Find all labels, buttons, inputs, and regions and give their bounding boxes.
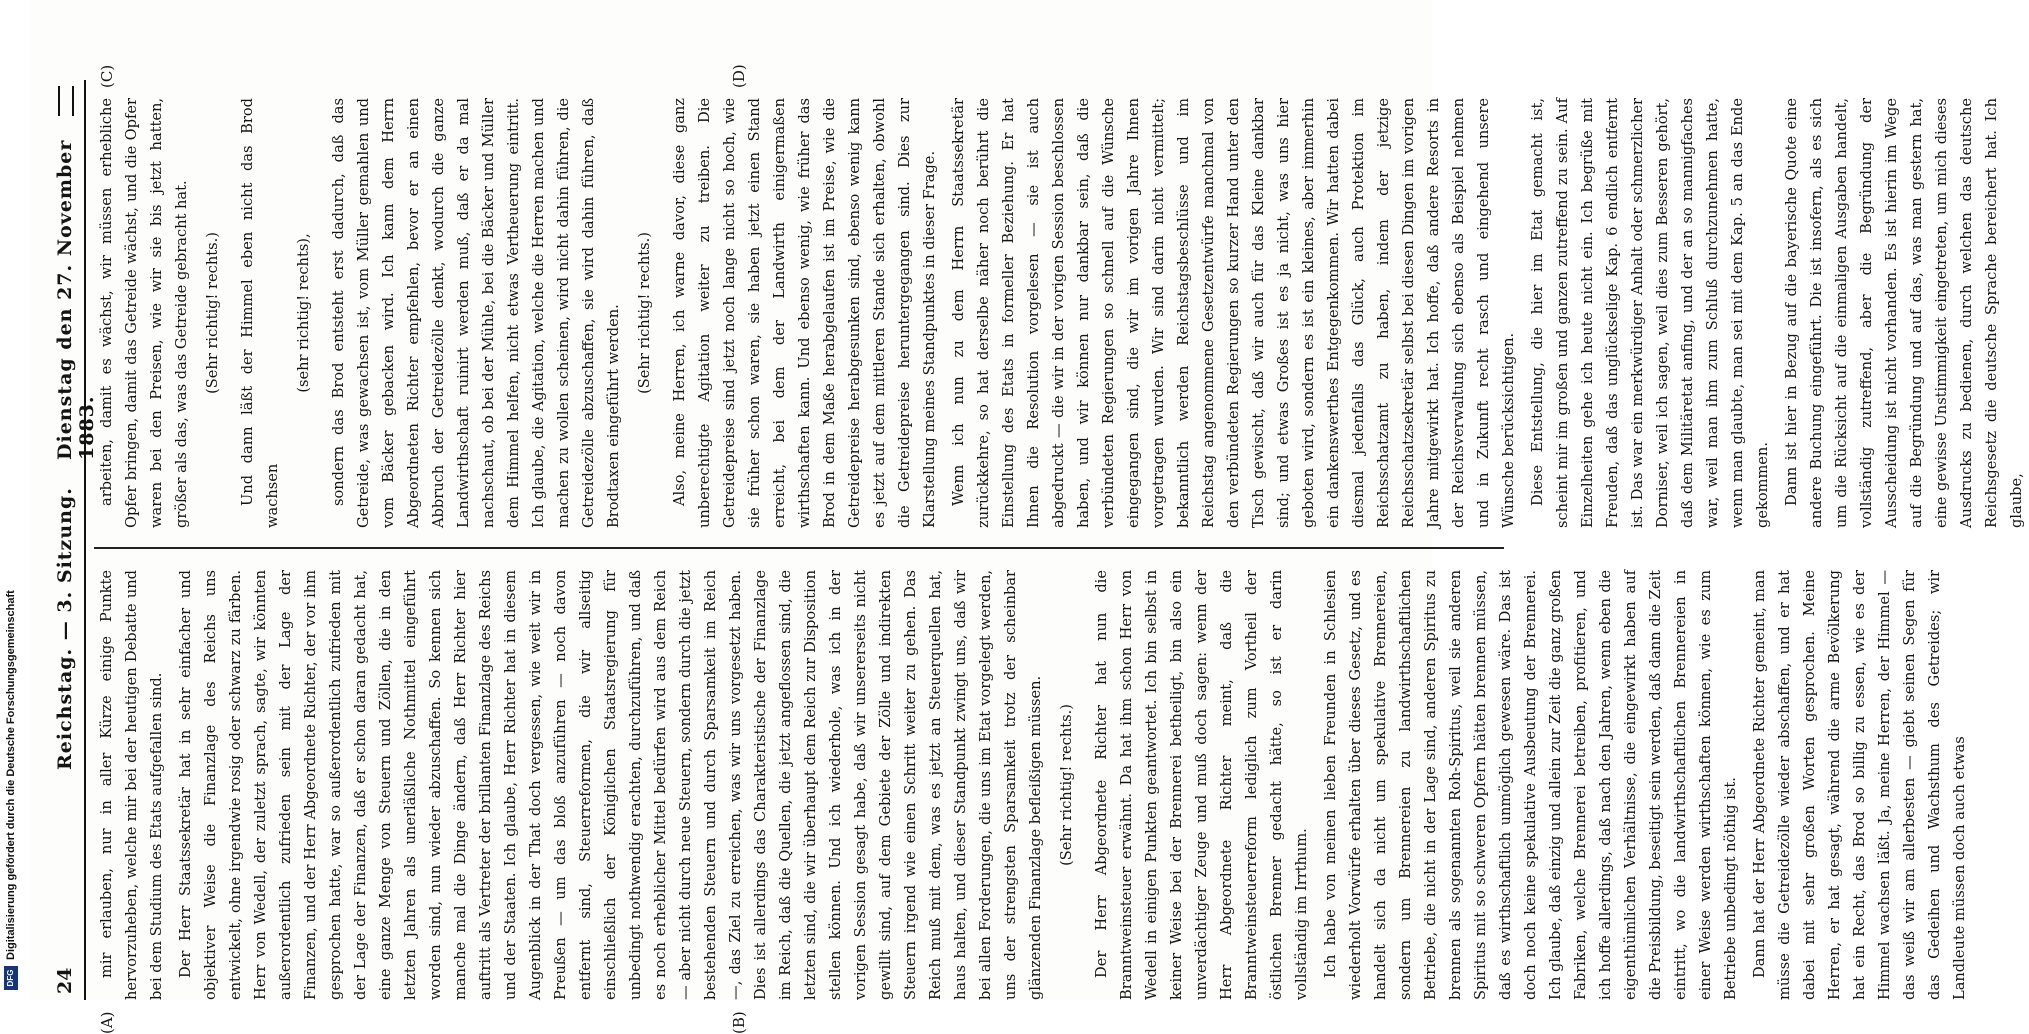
paragraph: Dann hat der Herr Abgeordnete Richter gemeint, man müsse die Getreidezölle wieder abschaffen, und er hat dabei mit sehr großen Worten gesprochen. Meine Herren, er hat gesagt, während die arme Bevölkerung hat ein Recht, das Brod so billig zu essen, wie es der Himmel wachsen läßt. Ja, meine Herren, der Himmel — das weiß wir am allerbesten — giebt seinen Segen für das Gedeihen und Wachsthum des Getreides; wir Landleute müssen doch auch etwas [1751, 570, 1968, 1000]
paragraph: Und dann läßt der Himmel eben nicht das Brod wachsen [239, 98, 281, 528]
column-divider [94, 547, 1504, 549]
page-number: 24 [54, 967, 76, 994]
left-text-column [94, 570, 1968, 1000]
header-rule [58, 86, 74, 116]
session-date: Dienstag den 27. November 1883. [54, 139, 98, 460]
interjection: (Sehr richtig! rechts.) [1058, 704, 1075, 866]
paragraph: Dann ist hier in Bezug auf die bayerische Quote eine andere Buchung eingeführt. Die ist insofern, als es sich um die Rücksicht auf die einmaligen Ausgaben handelt, vollständig zutreffend, aber die Begründung der Ausscheidung ist nicht vorhanden. Es ist hierin im Wege auf die Begründung und auf das, was man gestern hat, eine gewisse Unstimmigkeit eingetreten, um mich dieses Ausdrucks zu bedienen, durch welchen das deutsche Reichsgesetz die deutsche Sprache bereichert hat. Ich glaube, [1783, 98, 2025, 528]
interjection: (Sehr richtig! rechts.) [204, 232, 221, 394]
footer-credit-text: Digitalisierung gefördert durch die Deutsche Forschungsgemeinschaft [4, 590, 17, 960]
interjection: (Sehr richtig! rechts.) [636, 232, 653, 394]
paragraph: Ich habe von meinen lieben Freunden in Schlesien wiederholt Vorwürfe erhalten über dieses Gesetz, und es handelt sich da nicht um spekulative Brennereien, sondern um Brennereien zu landwirthschaftlichen Betriebe, die nicht in der Lage sind, anderen Spiritus zu brennen als sogenannten Roh-Spiritus, weil sie anderen Spiritus mit so schweren Opfern hätten brennen müssen, daß es wirthschaftlich unmöglich gewesen wäre. Das ist doch noch keine spekulative Ausbeutung der Brennerei. Ich glaube, daß einzig und allein zur Zeit die ganz großen Fabriken, welche Brennerei betreiben, profitieren, und ich hoffe allerdings, daß nach den Jahren, wenn eben die eigenthümlichen Verhältnisse, die eingewirkt haben auf die Preisbildung, beseitigt sein werden, daß dann die Zeit eintritt, wo die landwirthschaftlichen Brennereien in einer Weise werden wirthschaften können, wie es zum Betriebe unbedingt nöthig ist. [1322, 570, 1739, 1000]
margin-marker-b: (B) [730, 1011, 748, 1034]
paragraph: Diese Entstellung, die hier im Etat gemacht ist, scheint mir im großen und ganzen zutreffend zu sein. Auf Einzelheiten gehe ich heute nicht ein. Ich begrüße mit Freuden, daß das unglückselige Kap. 6 endlich entfernt ist. Das war ein merkwürdiger Anhalt oder schmerzlicher Dorniser, weil ich sagen, weil dies zum Besseren gehört, daß dem Militäretat anfing, und der an so mannigfaches war, weil man ihm zum Schluß durchzunehmen hatte, wenn man glaubte, man sei mit dem Kap. 5 an das Ende gekommen. [1529, 98, 1771, 528]
margin-marker-d: (D) [730, 64, 748, 88]
paragraph: Also, meine Herren, ich warne davor, diese ganz unberechtigte Agitation weiter zu treiben. Die Getreidepreise sind jetzt noch lange nicht so hoch, wie sie früher schon waren, sie haben jetzt einen Stand erreicht, bei dem der Landwirth einigermaßen wirthschaften kann. Und ebenso wenig, wie früher das Brod in dem Maße herabgelaufen ist im Preise, wie die Getreidepreise herabgesunken sind, ebenso wenig kann es jetzt auf dem mittleren Stande sich erhalten, obwohl die Getreidepreise heruntergegangen sind. Dies zur Klarstellung meines Standpunktes in dieser Frage. [671, 98, 938, 528]
page-header [50, 80, 98, 1000]
paragraph: Der Herr Staatssekretär hat in sehr einfacher und objektiver Weise die Finanzlage des Reichs uns entwickelt, ohne irgendwie rosig oder schwarz zu färben. Herr von Wedell, der zuletzt sprach, sagte, wir könnten außerordentlich zufrieden sein mit der Lage der Finanzen, und der Herr Abgeordnete Richter, der vor ihm gesprochen hatte, war so außerordentlich zufrieden mit der Lage der Finanzen, daß er schon daran gedacht hat, eine ganze Menge von Steuern und Zöllen, die in den letzten Jahren als unerläßliche Nothmittel eingeführt worden sind, nun wieder abzuschaffen. So kennen sich manche mal die Dinge ändern, daß Herr Richter hier auftritt als Vertreter der brillanten Finanzlage des Reichs und der Staaten. Ich glaube, Herr Richter hat in diesem Augenblick in der That doch vergessen, wie weit wir in Preußen — um das bloß anzuführen — noch davon entfernt sind, Steuerreformen, die wir allseitig einschließlich der Königlichen Staatsregierung für unbedingt nothwendig erachten, durchzuführen, und daß es noch erheblicher Mittel bedürfen wird aus dem Reich — aber nicht durch neue Steuern, sondern durch die jetzt bestehenden Steuern und durch Sparsamkeit im Reich —, das Ziel zu erreichen, was wir uns vorgesetzt haben. Dies ist allerdings das Charakteristische der Finanzlage im Reich, daß die Quellen, die jetzt angeflossen sind, die letzten sind, die wir überhaupt dem Reich zur Disposition stellen können. Und ich wiederhole, was ich in der vorigen Session gesagt habe, daß wir unsererseits nicht gewillt sind, auf dem Gebiete der Zölle und indirekten Steuern irgend wie einen Schritt weiter zu gehen. Das Reich muß mit dem, was es jetzt an Steuerquellen hat, haus halten, und dieser Standpunkt zwingt uns, daß wir bei allen Forderungen, die uns im Etat vorgelegt werden, uns der strengsten Sparsamkeit trotz der scheinbar glänzenden Finanzlage befleißigen müssen. [177, 570, 1044, 1000]
rotated-page-content [50, 64, 2025, 1034]
session-title: Reichstag. — 3. Sitzung. [54, 487, 76, 770]
paragraph: Wenn ich nun zu dem Herrn Staatssekretär zurückkehre, so hat derselbe näher noch berührt die Einstellung des Etats in formeller Beziehung. Er hat Ihnen die Resolution vorgelesen — sie ist auch abgedruckt — die wir in der vorigen Session beschlossen haben, und wir können nur dankbar sein, daß die verbündeten Regierungen so schnell auf die Wünsche eingegangen sind, die wir im vorigen Jahre Ihnen vorgetragen wurden. Wir sind darin nicht vermittelt; bekanntlich werden Reichstagsbeschlüsse und im Reichstag angenommene Gesetzentwürfe manchmal von den verbündeten Regierungen so kurzer Hand unter den Tisch gewischt, daß wir auch für das Kleine dankbar sind; und etwas Großes ist es ja nicht, was uns hier geboten wird, sondern es ist ein kleines, aber immerhin ein dankenswerthes Entgegenkommen. Wir hatten dabei diesmal jedenfalls das Glück, auch Protektion im Reichsschatzamt zu haben, indem der jetzige Reichsschatzsekretär selbst bei diesen Dingen im vorigen Jahre mitgewirkt hat. Ich hoffe, daß andere Resorts in der Reichsverwaltung sich ebenso als Beispiel nehmen und in Zukunft recht rasch und eingehend unsere Wünsche berücksichtigen. [950, 98, 1517, 528]
footer-strip [0, 0, 30, 1000]
paragraph: Der Herr Abgeordnete Richter hat nun die Branntweinsteuer erwähnt. Da hat ihm schon Herr von Wedell in einigen Punkten geantwortet. Ich bin selbst in keiner Weise bei der Brennerei betheiligt, bin also ein unverdächtiger Zeuge und muß doch sagen: wenn der Herr Abgeordnete Richter meint, daß die Branntweinsteuerreform lediglich zum Vortheil der östlichen Brenner gedacht hätte, so ist er darin vollständig im Irrthum. [1093, 570, 1310, 1000]
paragraph: sondern das Brod entsteht erst dadurch, daß das Getreide, was gewachsen ist, vom Müller gemahlen und vom Bäcker gebacken wird. Ich kann dem Herrn Abgeordneten Richter empfehlen, bevor er an einen Abbruch der Getreidezölle denkt, wodurch die ganze Landwirthschaft ruinirt werden muß, daß er da mal nachschaut, ob bei der Mühle, bei die Bäcker und Müller dem Himmel helfen, nicht etwas Vertheuerung eintritt. Ich glaube, die Agitation, welche die Herren machen und machen zu wollen scheinen, wird nicht dahin führen, die Getreidezölle abzuschaffen, sie wird dahin führen, daß Brodtaxen eingeführt werden. [330, 98, 622, 528]
footer-credit [4, 0, 24, 998]
dfg-logo: DFG [4, 966, 18, 990]
paragraph: mir erlauben, nur in aller Kürze einige Punkte hervorzuheben, welche mir bei der heutigen Debatte und bei dem Studium des Etats aufgefallen sind. [98, 570, 165, 1000]
margin-marker-c: (C) [98, 64, 116, 88]
right-text-column [94, 98, 2025, 528]
margin-marker-a: (A) [98, 1011, 116, 1034]
interjection: (sehr richtig! rechts), [295, 233, 312, 393]
paragraph: arbeiten, damit es wächst, wir müssen erhebliche Opfer bringen, damit das Getreide wächst, und die Opfer waren bei den Preisen, wie wir sie bis jetzt hatten, größer als das, was das Getreide gebracht hat. [98, 98, 190, 528]
